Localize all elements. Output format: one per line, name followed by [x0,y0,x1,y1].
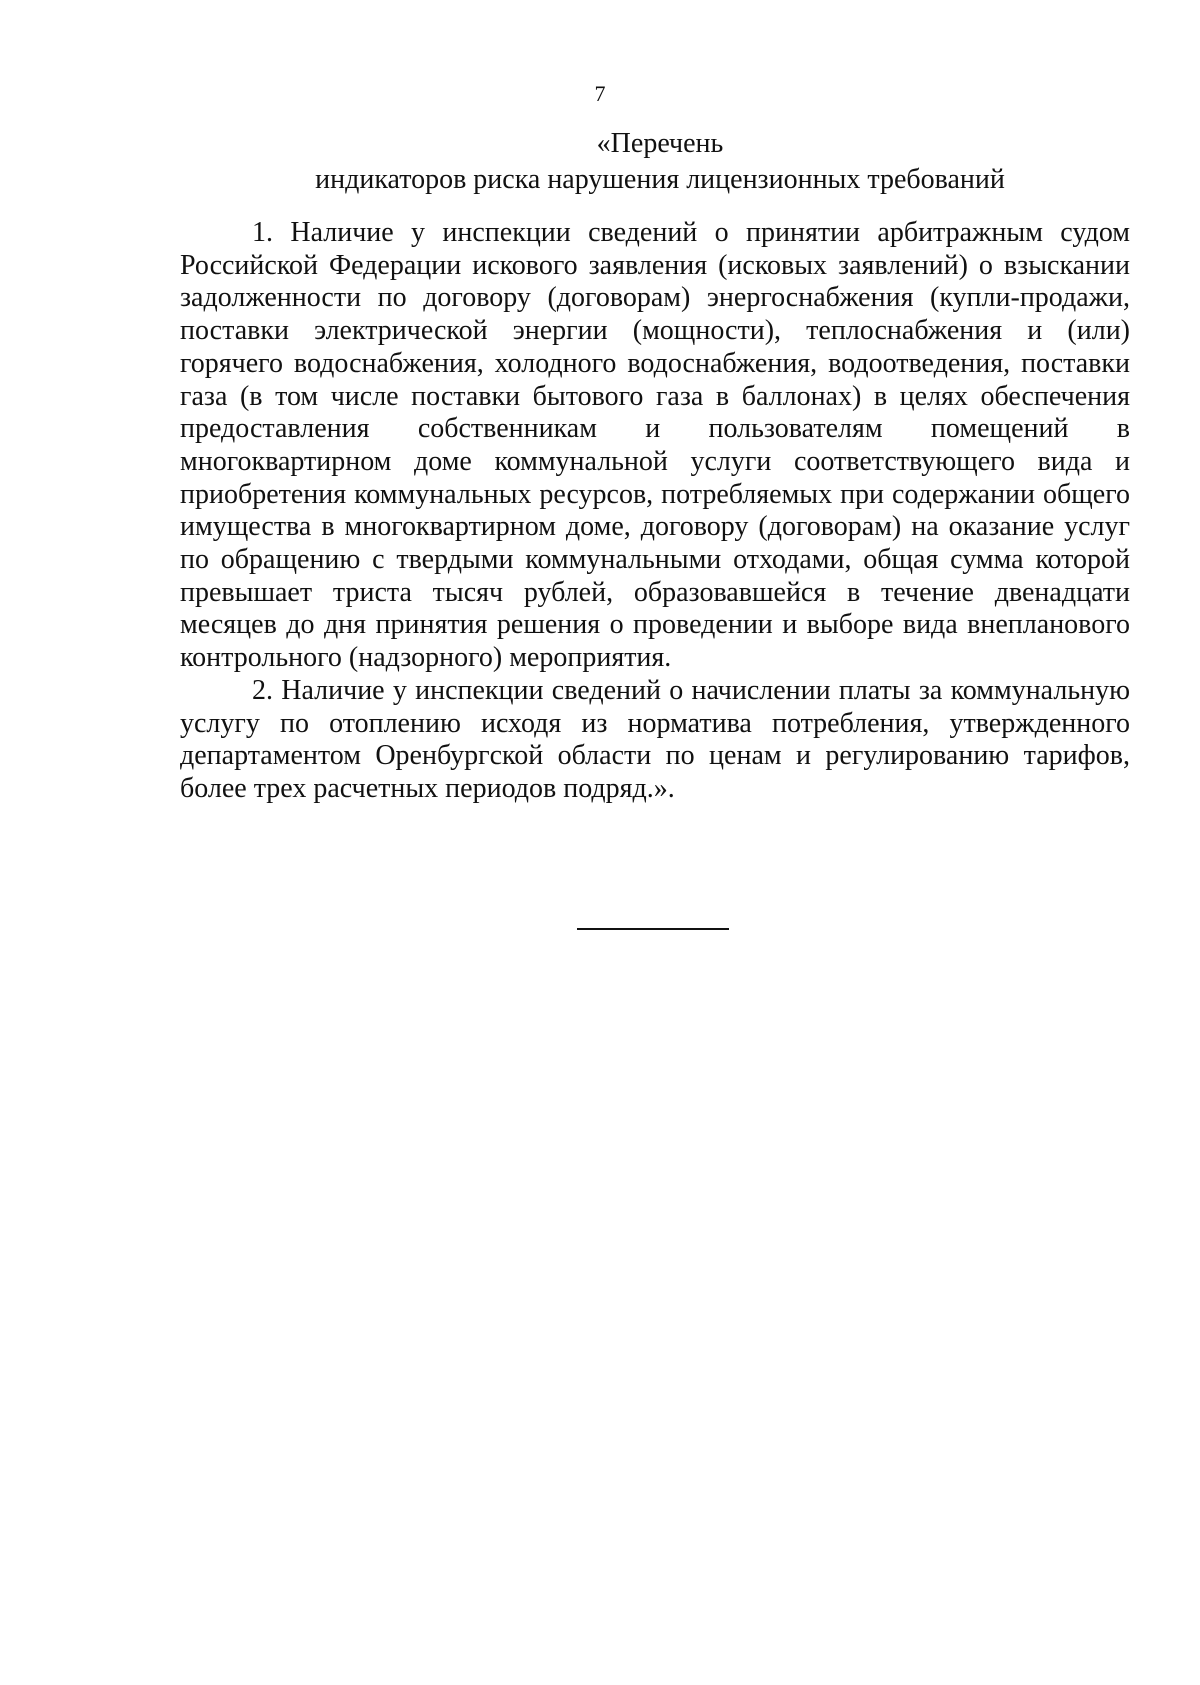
end-separator-line [577,928,729,930]
document-title [180,126,1140,198]
paragraph-2: 2. Наличие у инспекции сведений о начислении платы за коммунальную услугу по отоплению исходя из норматива потребления, утвержденного департаментом Оренбургской области по ценам и регулированию тарифов, более трех расчетных периодов подряд.». [180,674,1130,804]
title-line-2: индикаторов риска нарушения лицензионных требований [315,164,1005,195]
page-number: 7 [594,81,606,106]
paragraph-1: 1. Наличие у инспекции сведений о принятии арбитражным судом Российской Федерации искового заявления (исковых заявлений) о взыскании задолженности по договору (договорам) энергоснабжения (купли-продажи, поставки электрической энергии (мощности), теплоснабжения и (или) горячего водоснабжения, холодного водоснабжения, водоотведения, поставки газа (в том числе поставки бытового газа в баллонах) в целях обеспечения предоставления собственникам и пользователям помещений в многоквартирном доме коммунальной услуги соответствующего вида и приобретения коммунальных ресурсов, потребляемых при содержании общего имущества в многоквартирном доме, договору (договорам) на оказание услуг по обращению с твердыми коммунальными отходами, общая сумма которой превышает триста тысяч рублей, образовавшейся в течение двенадцати месяцев до дня принятия решения о проведении и выборе вида внепланового контрольного (надзорного) мероприятия. [180,217,1130,674]
title-line-1: «Перечень [596,128,724,159]
document-body [180,217,1130,806]
